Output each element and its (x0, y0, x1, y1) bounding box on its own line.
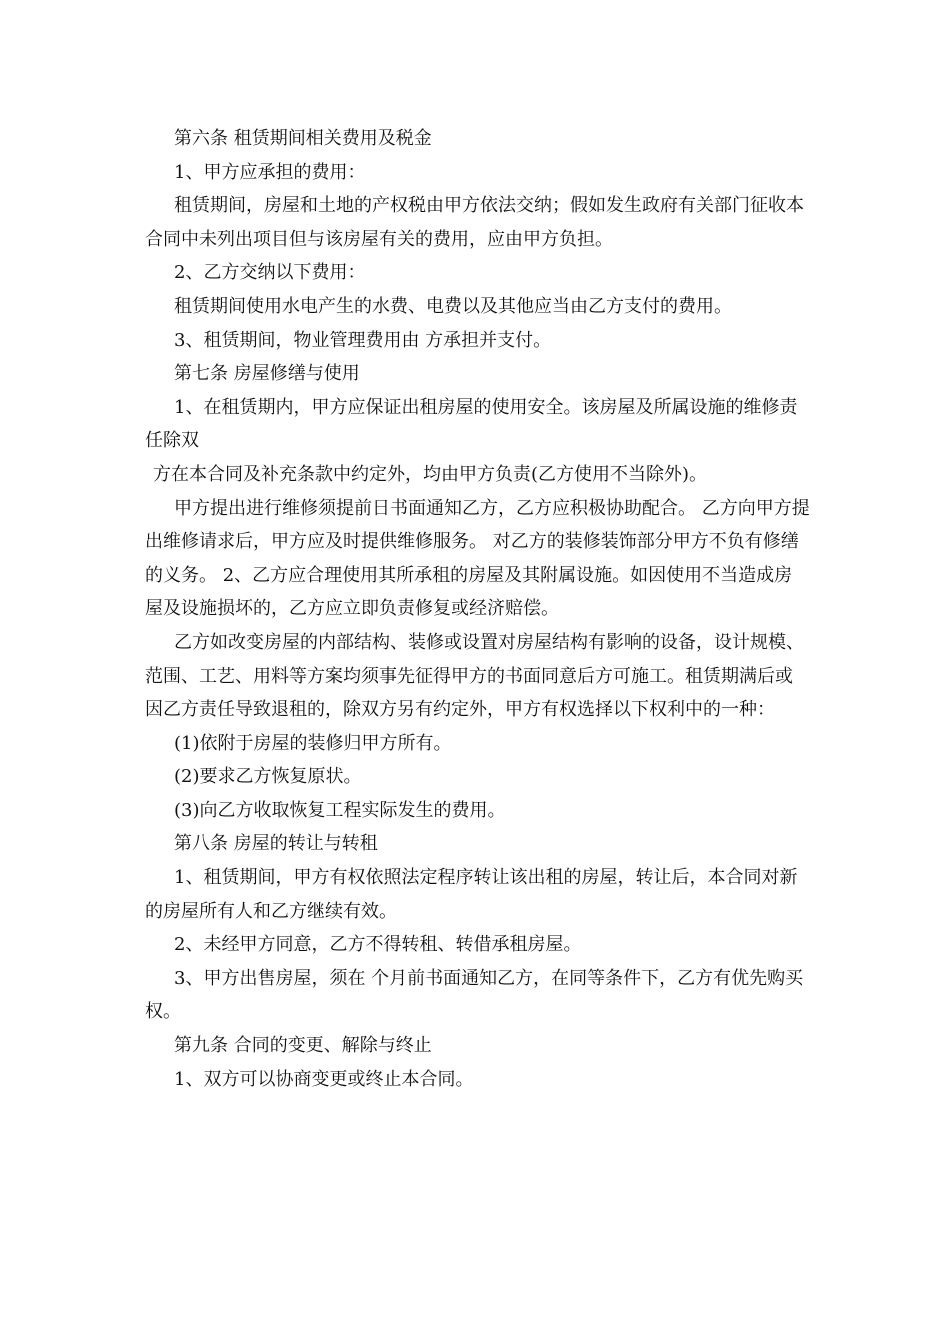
list-item: (3)向乙方收取恢复工程实际发生的费用。 (174, 799, 506, 821)
paragraph: 3、甲方出售房屋，须在 个月前书面通知乙方，在同等条件下，乙方有优先购买权。 (145, 967, 804, 1023)
article-8-heading: 第八条 房屋的转让与转租 (174, 833, 378, 855)
paragraph: 2、未经甲方同意，乙方不得转租、转借承租房屋。 (174, 934, 582, 956)
paragraph: 租赁期间使用水电产生的水费、电费以及其他应当由乙方支付的费用。 (174, 295, 732, 317)
article-6-heading: 第六条 租赁期间相关费用及税金 (174, 128, 432, 149)
list-item: (2)要求乙方恢复原状。 (174, 766, 362, 788)
paragraph: 1、双方可以协商变更或终止本合同。 (174, 1068, 474, 1090)
paragraph: 1、租赁期间，甲方有权依照法定程序转让该出租的房屋，转让后，本合同对新的房屋所有人和乙方继续有效。 (145, 867, 798, 922)
paragraph: 1、甲方应承担的费用： (174, 161, 366, 183)
paragraph: 乙方如改变房屋的内部结构、装修或设置对房屋结构有影响的设备，设计规模、范围、工艺、用料等方案均须事先征得甲方的书面同意后方可施工。租赁期满后或因乙方责任导致退租的，除双方另有约定外，甲方有权选择以下权利中的一种： (145, 631, 804, 721)
paragraph: 方在本合同及补充条款中约定外，均由甲方负责(乙方使用不当除外)。 (153, 463, 708, 485)
article-7-heading: 第七条 房屋修缮与使用 (174, 363, 360, 385)
paragraph: 2、乙方交纳以下费用： (174, 262, 366, 284)
document-body (145, 122, 810, 1096)
paragraph: 1、在租赁期内，甲方应保证出租房屋的使用安全。该房屋及所属设施的维修责任除双 (145, 396, 798, 452)
paragraph: 3、租赁期间，物业管理费用由 方承担并支付。 (174, 329, 552, 351)
article-9-heading: 第九条 合同的变更、解除与终止 (174, 1035, 432, 1057)
paragraph: 租赁期间，房屋和土地的产权税由甲方依法交纳；假如发生政府有关部门征收本合同中未列出项目但与该房屋有关的费用，应由甲方负担。 (145, 195, 804, 250)
list-item: (1)依附于房屋的装修归甲方所有。 (174, 732, 452, 754)
paragraph: 甲方提出进行维修须提前日书面通知乙方，乙方应积极协助配合。 乙方向甲方提出维修请求后，甲方应及时提供维修服务。 对乙方的装修装饰部分甲方不负有修缮的义务。 2、乙方应合理使用其所承租的房屋及其附属设施。如因使用不当造成房屋及设施损坏的，乙方应立即负责修复或经济赔偿。 (145, 497, 810, 620)
